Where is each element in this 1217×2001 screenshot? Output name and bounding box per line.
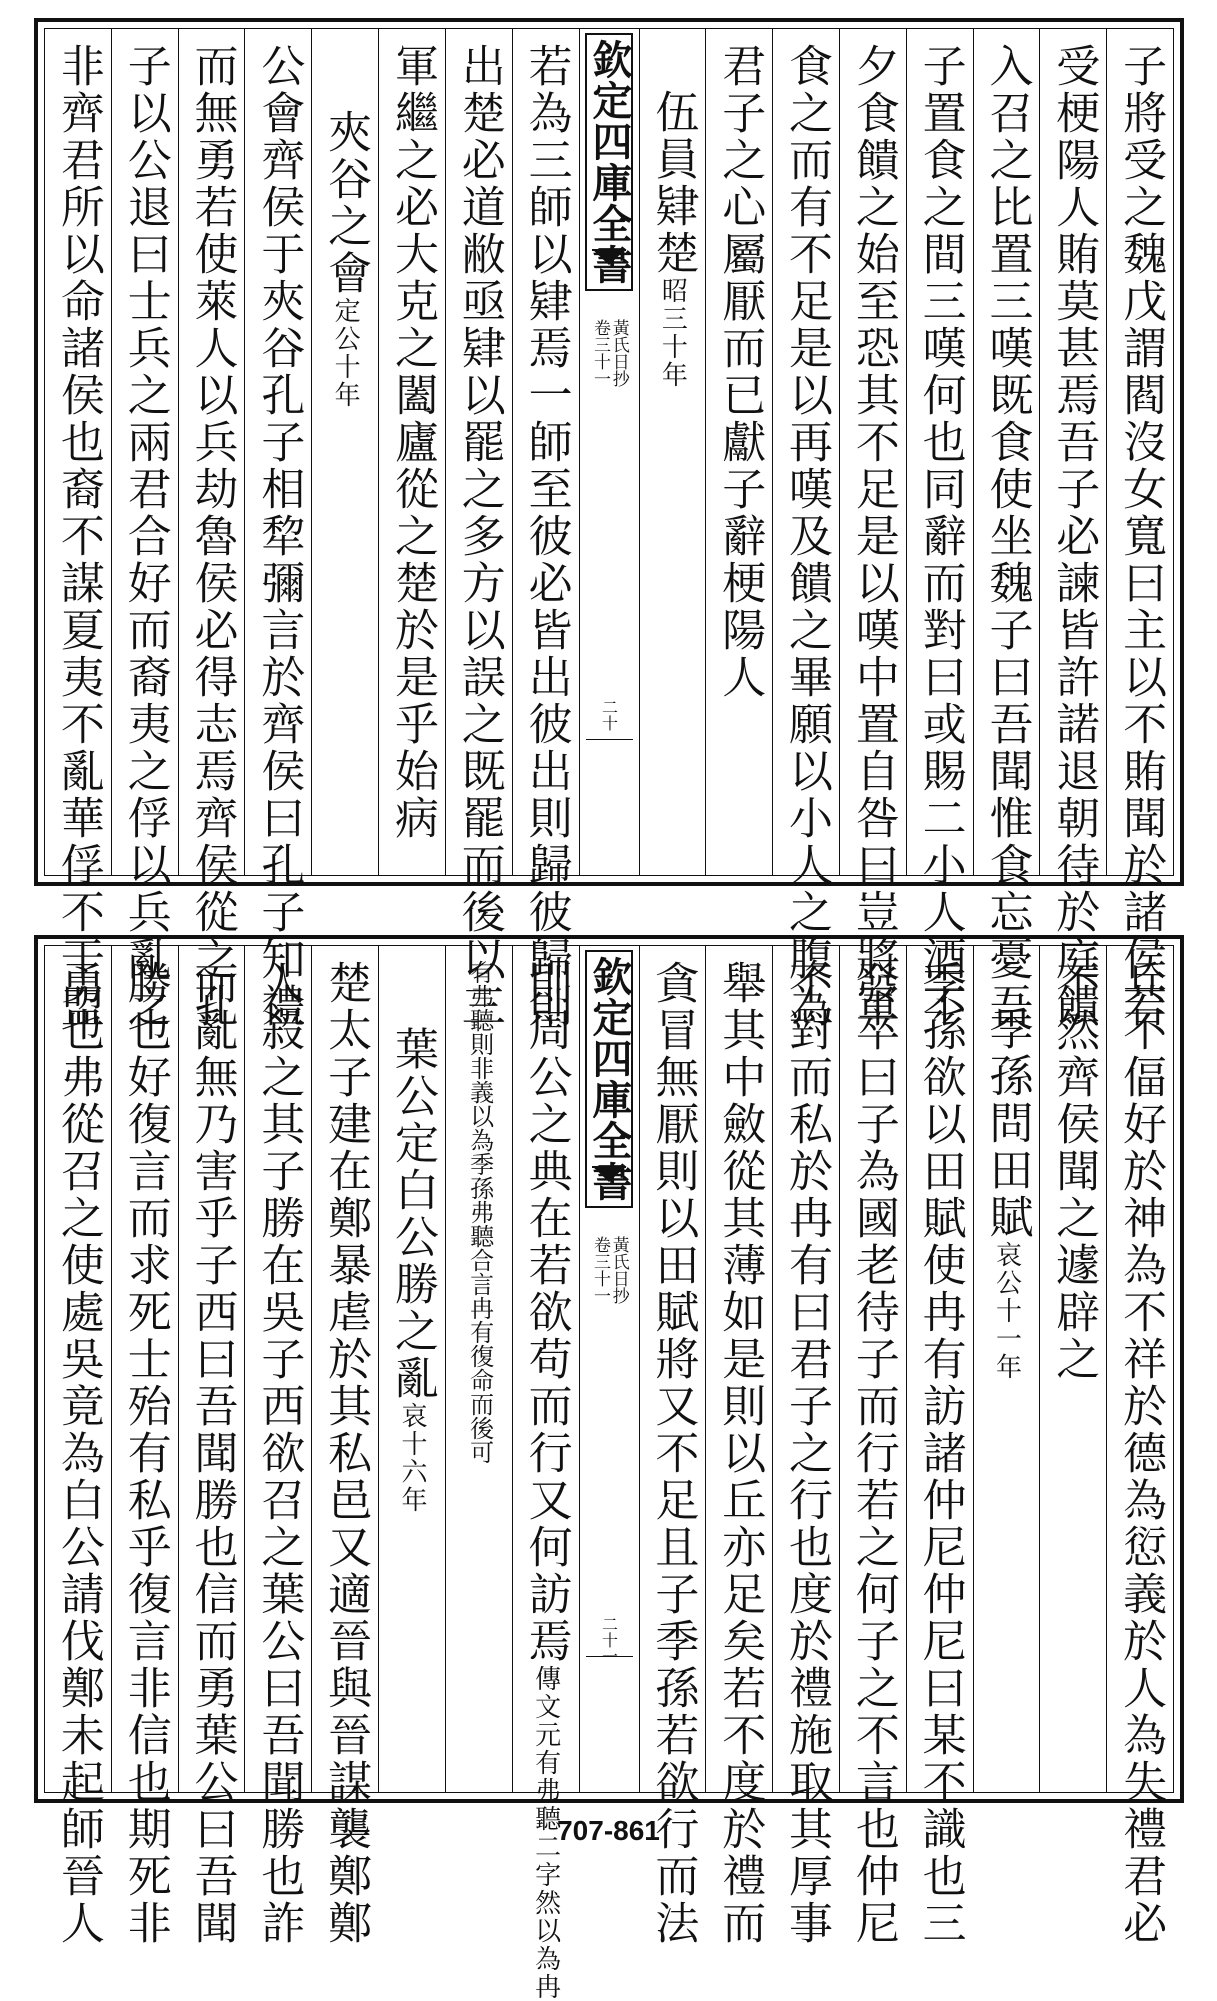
heading-note: 哀十六年 (396, 1402, 427, 1514)
heading-text: 夾谷之會 (320, 109, 372, 297)
text-column: 食之而有不足是以再嘆及饋之畢願以小人之腹為 (772, 29, 839, 875)
gutter-rule (586, 1656, 633, 1657)
section-heading (639, 29, 706, 875)
section-heading (378, 946, 445, 1792)
gutter-book: 黃氏日抄 卷三十一 (590, 1236, 629, 1304)
text-column: 兵不偪好於神為不祥於德為愆義於人為失禮君必 (1106, 946, 1173, 1792)
heading-note: 定公十年 (330, 297, 361, 409)
text-column: 公會齊侯于夾谷孔子相犂彌言於齊侯曰孔子知禮 (244, 29, 311, 875)
text-column: 不對而私於冉有曰君子之行也度於禮施取其厚事 (772, 946, 839, 1792)
gutter-title: 欽定四庫全書 (585, 950, 633, 1208)
text-column: 子將受之魏戊謂閻沒女寬曰主以不賄聞於諸侯若 (1106, 29, 1173, 875)
main-text: 則周公之典在若欲苟而行又何訪焉 (520, 960, 572, 1665)
page-top (34, 18, 1184, 1030)
section-heading (973, 946, 1040, 1792)
text-column: 軍繼之必大克之闔廬從之楚於是乎始病 (378, 29, 445, 875)
gutter-book: 黃氏日抄 卷三十一 (590, 319, 629, 387)
text-column: 楚太子建在鄭暴虐於其私邑又適晉與晉謀襲鄭鄭 (311, 946, 378, 1792)
text-column: 而無勇若使萊人以兵劫魯侯必得志焉齊侯從之孔 (178, 29, 245, 875)
page-number: 二十 (599, 699, 619, 731)
text-column: 子置食之間三嘆何也同辭而對曰或賜二小人酒不 (906, 29, 973, 875)
page-footer: 707-861 (557, 1815, 660, 1846)
text-column: 受梗陽人賄莫甚焉吾子必諫皆許諾退朝待於庭饋 (1039, 29, 1106, 875)
text-column: 而亂無乃害乎子西曰吾聞勝也信而勇葉公曰吾聞 (178, 946, 245, 1792)
text-column (512, 946, 579, 2001)
heading-note: 昭三十年 (657, 277, 688, 389)
note-column: 有弗聽則非義以為季孫弗聽合言冉有復命而後可 (445, 946, 512, 1792)
text-column: 若為三師以肄焉一師至彼必皆出彼出則歸彼歸則 (512, 29, 579, 875)
text-column: 人殺之其子勝在吳子西欲召之葉公曰吾聞勝也詐 (244, 946, 311, 1792)
text-column: 出楚必道敝亟肄以罷之多方以誤之既罷而後以三 (445, 29, 512, 875)
text-column: 夕食饋之始至恐其不足是以嘆中置自咎曰豈將軍 (839, 29, 906, 875)
heading-text: 葉公定白公勝之亂 (386, 1026, 438, 1402)
gutter-rule (586, 739, 633, 740)
text-column: 舉其中斂從其薄如是則以丘亦足矣若不度於禮而 (705, 946, 772, 1792)
text-column: 君子之心屬厭而已獻子辭梗陽人 (705, 29, 772, 875)
text-column: 不然齊侯聞之遽辟之 (1039, 946, 1106, 1792)
text-column: 入召之比置三嘆既食使坐魏子曰吾聞惟食忘憂吾 (973, 29, 1040, 875)
page-number: 二十一 (599, 1616, 619, 1664)
center-gutter (579, 946, 639, 1792)
text-column: 勇也弗從召之使處吳竟為白公請伐鄭未起師晉人 (52, 960, 104, 1947)
text-column: 季孫欲以田賦使冉有訪諸仲尼仲尼曰某不識也三 (906, 946, 973, 1792)
text-column: 子以公退曰士兵之兩君合好而裔夷之俘以兵亂之 (111, 29, 178, 875)
text-column: 非齊君所以命諸侯也裔不謀夏夷不亂華俘不干盟 (52, 43, 104, 1030)
fishtail-mark (592, 1166, 626, 1188)
text-column: 勝也好復言而求死士殆有私乎復言非信也期死非 (111, 946, 178, 1792)
heading-note: 哀公十一年 (991, 1241, 1022, 1381)
fishtail-mark (592, 249, 626, 271)
gutter-title: 欽定四庫全書 (585, 33, 633, 291)
heading-text: 季孫問田賦 (981, 1006, 1033, 1241)
heading-text: 伍員肄楚 (647, 89, 699, 277)
center-gutter (579, 29, 639, 875)
text-column: 發卒曰子為國老待子而行若之何子之不言也仲尼 (839, 946, 906, 1792)
text-column: 貪冒無厭則以田賦將又不足且子季孫若欲行而法 (639, 946, 706, 1792)
section-heading (311, 29, 378, 875)
inline-note: 傳文元有弗聽二字然以為冉 (530, 1665, 561, 2001)
